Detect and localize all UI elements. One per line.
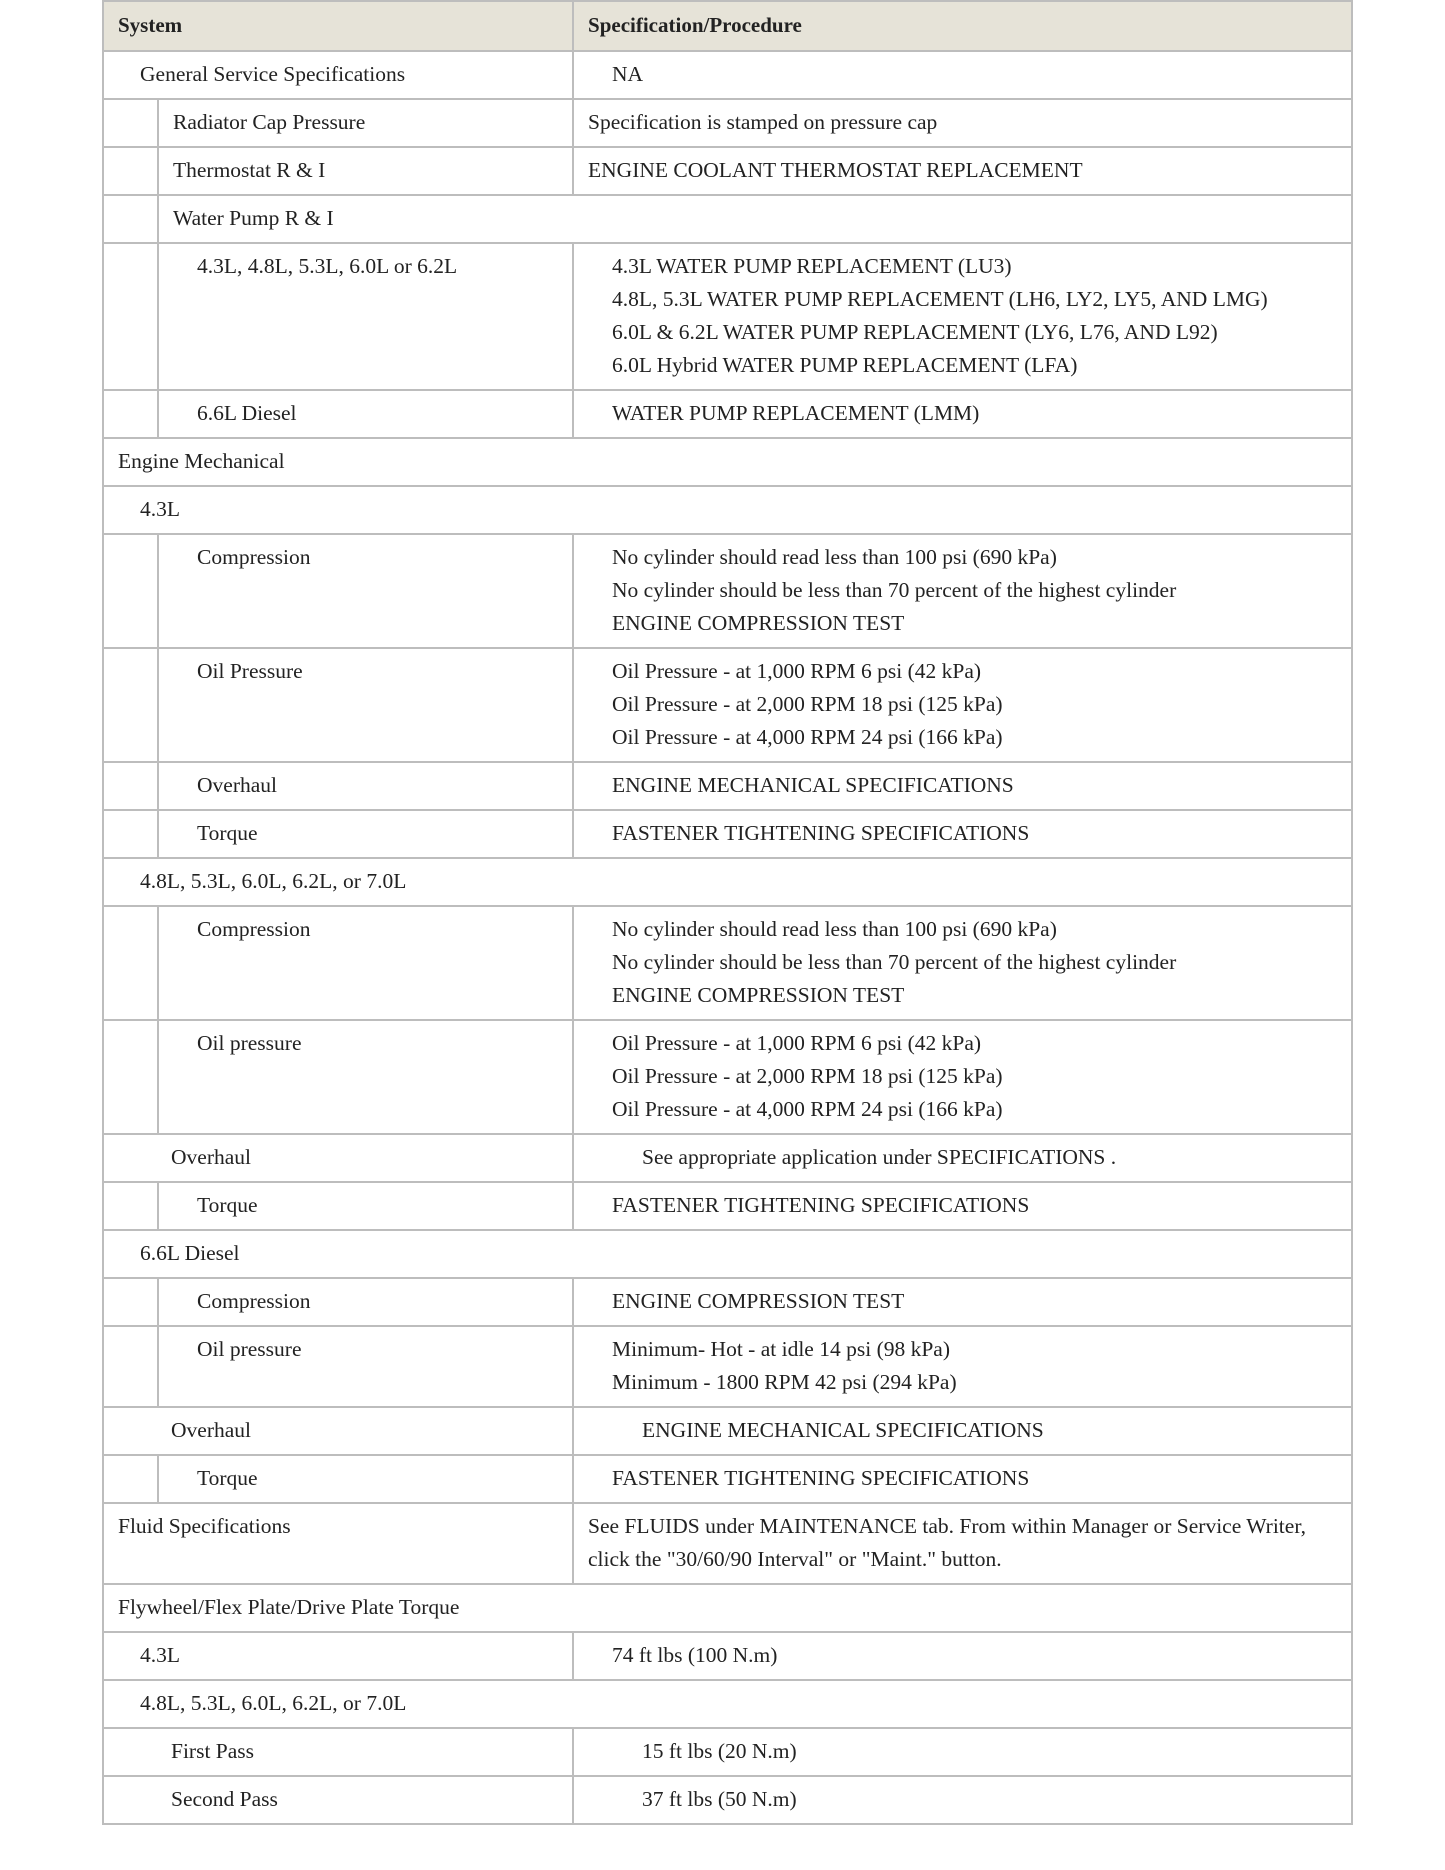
- system-label: Torque: [197, 1193, 258, 1217]
- table-row: [103, 1455, 1352, 1503]
- system-label: Fluid Specifications: [118, 1514, 291, 1538]
- table-row: [103, 390, 1352, 438]
- indent-spacer-cell: [103, 1455, 158, 1503]
- specification-cell: [573, 762, 1352, 810]
- specification-line: Oil Pressure - at 2,000 RPM 18 psi (125 kPa): [612, 1064, 1003, 1088]
- table-row: [103, 1230, 1352, 1278]
- specification-line: Minimum- Hot - at idle 14 psi (98 kPa): [612, 1337, 951, 1361]
- table-row: [103, 243, 1352, 390]
- table-row: [103, 1020, 1352, 1134]
- system-cell: [103, 1728, 573, 1776]
- specification-line: 4.8L, 5.3L WATER PUMP REPLACEMENT (LH6, LY2, LY5, AND LMG): [612, 287, 1268, 311]
- indent-spacer-cell: [103, 810, 158, 858]
- specification-cell: [573, 390, 1352, 438]
- table-row: [103, 858, 1352, 906]
- table-body: [103, 51, 1352, 1824]
- specification-line: ENGINE COOLANT THERMOSTAT REPLACEMENT: [588, 158, 1083, 182]
- specification-cell: [573, 1728, 1352, 1776]
- system-cell: [103, 51, 573, 99]
- table-row: [103, 906, 1352, 1020]
- system-cell: [158, 195, 1352, 243]
- system-cell: [158, 810, 573, 858]
- system-label: Second Pass: [171, 1787, 278, 1811]
- system-label: 4.3L: [140, 1643, 181, 1667]
- header-system: System: [103, 1, 573, 51]
- specification-cell: [573, 1134, 1352, 1182]
- system-label: Oil Pressure: [197, 659, 303, 683]
- system-label: Torque: [197, 1466, 258, 1490]
- table-row: [103, 1584, 1352, 1632]
- system-cell: [158, 1278, 573, 1326]
- system-label: Thermostat R & I: [173, 158, 326, 182]
- specification-line: 37 ft lbs (50 N.m): [642, 1787, 797, 1811]
- system-cell: [103, 1503, 573, 1584]
- system-cell: [103, 1407, 573, 1455]
- specification-line: No cylinder should read less than 100 psi (690 kPa): [612, 545, 1057, 569]
- system-cell: [158, 762, 573, 810]
- specification-line: FASTENER TIGHTENING SPECIFICATIONS: [612, 1466, 1030, 1490]
- table-row: [103, 810, 1352, 858]
- indent-spacer-cell: [103, 1182, 158, 1230]
- table-row: [103, 1776, 1352, 1824]
- specification-cell: [573, 51, 1352, 99]
- system-label: First Pass: [171, 1739, 255, 1763]
- specification-line: Oil Pressure - at 1,000 RPM 6 psi (42 kPa): [612, 1031, 982, 1055]
- system-label: Water Pump R & I: [173, 206, 334, 230]
- indent-spacer-cell: [103, 762, 158, 810]
- system-label: Torque: [197, 821, 258, 845]
- table-row: [103, 1134, 1352, 1182]
- specification-line: Oil Pressure - at 4,000 RPM 24 psi (166 kPa): [612, 1097, 1003, 1121]
- specification-line: See FLUIDS under MAINTENANCE tab. From within Manager or Service Writer,: [588, 1514, 1306, 1538]
- system-label: Overhaul: [171, 1145, 251, 1169]
- specification-line: Oil Pressure - at 1,000 RPM 6 psi (42 kPa): [612, 659, 982, 683]
- indent-spacer-cell: [103, 1278, 158, 1326]
- specification-line: click the "30/60/90 Interval" or "Maint." button.: [588, 1547, 1002, 1571]
- specification-cell: [573, 810, 1352, 858]
- system-cell: [103, 438, 1352, 486]
- system-cell: [158, 243, 573, 390]
- table-row: [103, 438, 1352, 486]
- system-cell: [103, 1776, 573, 1824]
- system-label: 4.3L: [140, 497, 181, 521]
- table-row: [103, 147, 1352, 195]
- system-label: 6.6L Diesel: [140, 1241, 240, 1265]
- system-label: 4.8L, 5.3L, 6.0L, 6.2L, or 7.0L: [140, 869, 407, 893]
- system-cell: [158, 648, 573, 762]
- system-cell: [158, 906, 573, 1020]
- system-cell: [158, 147, 573, 195]
- system-cell: [158, 1020, 573, 1134]
- specification-line: FASTENER TIGHTENING SPECIFICATIONS: [612, 1193, 1030, 1217]
- specification-cell: [573, 1632, 1352, 1680]
- indent-spacer-cell: [103, 1020, 158, 1134]
- table-row: [103, 648, 1352, 762]
- table-row: [103, 1326, 1352, 1407]
- specification-cell: [573, 147, 1352, 195]
- table-row: [103, 1632, 1352, 1680]
- system-cell: [103, 1632, 573, 1680]
- specification-line: Minimum - 1800 RPM 42 psi (294 kPa): [612, 1370, 957, 1394]
- table-row: [103, 1278, 1352, 1326]
- system-label: Overhaul: [197, 773, 277, 797]
- specification-line: ENGINE COMPRESSION TEST: [612, 611, 905, 635]
- system-label: Engine Mechanical: [118, 449, 285, 473]
- specification-line: Specification is stamped on pressure cap: [588, 110, 938, 134]
- specification-line: See appropriate application under SPECIFICATIONS .: [642, 1145, 1117, 1169]
- specification-cell: [573, 1020, 1352, 1134]
- indent-spacer-cell: [103, 390, 158, 438]
- specification-cell: [573, 1503, 1352, 1584]
- table-header-row: [103, 1, 1352, 51]
- specification-line: No cylinder should be less than 70 percent of the highest cylinder: [612, 950, 1177, 974]
- specification-cell: [573, 1278, 1352, 1326]
- specification-cell: [573, 1182, 1352, 1230]
- specification-cell: [573, 648, 1352, 762]
- system-label: Overhaul: [171, 1418, 251, 1442]
- specification-line: Oil Pressure - at 2,000 RPM 18 psi (125 kPa): [612, 692, 1003, 716]
- specification-cell: [573, 906, 1352, 1020]
- specification-cell: [573, 1407, 1352, 1455]
- table-row: [103, 486, 1352, 534]
- specification-line: 6.0L & 6.2L WATER PUMP REPLACEMENT (LY6, L76, AND L92): [612, 320, 1218, 344]
- system-cell: [158, 1182, 573, 1230]
- header-specification: Specification/Procedure: [573, 1, 1352, 51]
- system-label: 4.8L, 5.3L, 6.0L, 6.2L, or 7.0L: [140, 1691, 407, 1715]
- specification-line: No cylinder should be less than 70 percent of the highest cylinder: [612, 578, 1177, 602]
- system-cell: [103, 1680, 1352, 1728]
- specification-line: 4.3L WATER PUMP REPLACEMENT (LU3): [612, 254, 1012, 278]
- specification-line: ENGINE MECHANICAL SPECIFICATIONS: [612, 773, 1014, 797]
- indent-spacer-cell: [103, 147, 158, 195]
- specification-table: [102, 0, 1353, 1825]
- specification-cell: [573, 243, 1352, 390]
- system-cell: [158, 1326, 573, 1407]
- specification-cell: [573, 1455, 1352, 1503]
- specification-cell: [573, 99, 1352, 147]
- system-cell: [158, 1455, 573, 1503]
- system-label: Compression: [197, 545, 311, 569]
- table-row: [103, 1728, 1352, 1776]
- specification-line: 6.0L Hybrid WATER PUMP REPLACEMENT (LFA): [612, 353, 1078, 377]
- system-label: Flywheel/Flex Plate/Drive Plate Torque: [118, 1595, 460, 1619]
- table-row: [103, 762, 1352, 810]
- system-cell: [103, 1584, 1352, 1632]
- system-label: Compression: [197, 1289, 311, 1313]
- specification-cell: [573, 534, 1352, 648]
- specification-line: 74 ft lbs (100 N.m): [612, 1643, 778, 1667]
- table-row: [103, 1407, 1352, 1455]
- table-row: [103, 1680, 1352, 1728]
- indent-spacer-cell: [103, 99, 158, 147]
- table-row: [103, 99, 1352, 147]
- system-cell: [103, 1230, 1352, 1278]
- specification-line: ENGINE MECHANICAL SPECIFICATIONS: [642, 1418, 1044, 1442]
- specification-line: FASTENER TIGHTENING SPECIFICATIONS: [612, 821, 1030, 845]
- specification-line: 15 ft lbs (20 N.m): [642, 1739, 797, 1763]
- system-cell: [158, 99, 573, 147]
- system-label: 6.6L Diesel: [197, 401, 297, 425]
- indent-spacer-cell: [103, 534, 158, 648]
- system-cell: [103, 1134, 573, 1182]
- system-label: General Service Specifications: [140, 62, 406, 86]
- table-row: [103, 51, 1352, 99]
- specification-line: No cylinder should read less than 100 psi (690 kPa): [612, 917, 1057, 941]
- system-label: Oil pressure: [197, 1337, 302, 1361]
- specification-line: ENGINE COMPRESSION TEST: [612, 983, 905, 1007]
- table-row: [103, 534, 1352, 648]
- system-cell: [158, 390, 573, 438]
- indent-spacer-cell: [103, 195, 158, 243]
- table-row: [103, 195, 1352, 243]
- table-row: [103, 1503, 1352, 1584]
- specification-cell: [573, 1776, 1352, 1824]
- system-label: 4.3L, 4.8L, 5.3L, 6.0L or 6.2L: [197, 254, 458, 278]
- system-cell: [158, 534, 573, 648]
- system-cell: [103, 858, 1352, 906]
- specification-line: NA: [612, 62, 644, 86]
- specification-line: ENGINE COMPRESSION TEST: [612, 1289, 905, 1313]
- specification-line: WATER PUMP REPLACEMENT (LMM): [612, 401, 980, 425]
- indent-spacer-cell: [103, 648, 158, 762]
- system-label: Compression: [197, 917, 311, 941]
- table-row: [103, 1182, 1352, 1230]
- indent-spacer-cell: [103, 243, 158, 390]
- system-cell: [103, 486, 1352, 534]
- specification-cell: [573, 1326, 1352, 1407]
- specification-line: Oil Pressure - at 4,000 RPM 24 psi (166 kPa): [612, 725, 1003, 749]
- system-label: Oil pressure: [197, 1031, 302, 1055]
- indent-spacer-cell: [103, 906, 158, 1020]
- indent-spacer-cell: [103, 1326, 158, 1407]
- system-label: Radiator Cap Pressure: [173, 110, 366, 134]
